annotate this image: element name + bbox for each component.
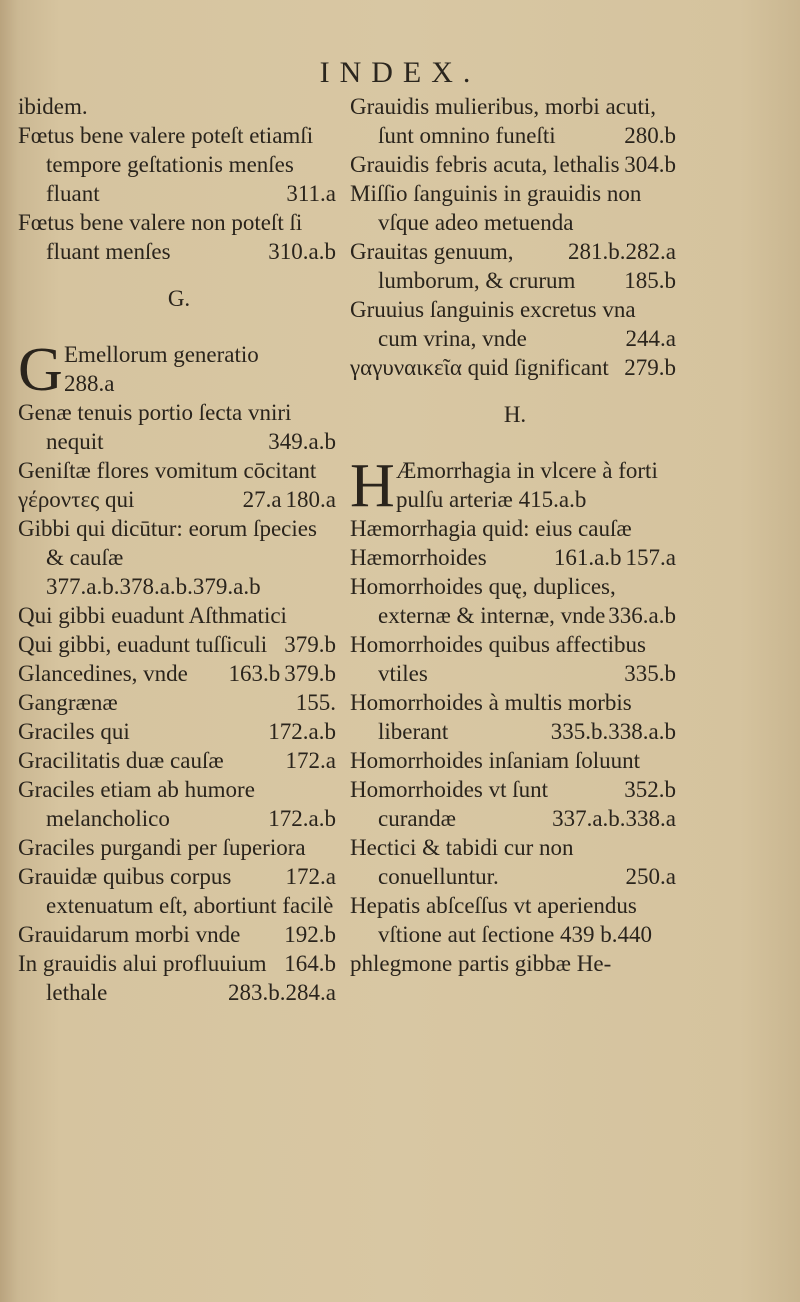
index-entry	[18, 717, 340, 746]
entry-text: Grauidarum morbi vnde	[18, 922, 241, 947]
entry-text: Glancedines, vnde	[18, 661, 188, 686]
entry-page: 250.a	[625, 864, 676, 889]
entry-page: 336.a.b	[608, 603, 676, 628]
entry-text: Emellorum generatio	[64, 342, 259, 367]
entry-text: Graciles purgandi per ſuperiora	[18, 835, 306, 860]
index-entry	[18, 688, 340, 717]
index-entry	[350, 833, 680, 891]
entry-page: 310.a.b	[268, 239, 336, 264]
entry-page: 280.b	[624, 123, 676, 148]
entry-page: 337.a.b.338.a	[552, 806, 676, 831]
entry-page: 244.a	[625, 326, 676, 351]
entry-page: 172.a.b	[268, 806, 336, 831]
index-entry	[18, 485, 340, 514]
entry-text: Hectici & tabidi cur non conuelluntur.	[350, 835, 574, 889]
index-entry	[350, 949, 680, 978]
entry-page: 281.b.282.a	[568, 239, 676, 264]
index-entry	[350, 179, 680, 264]
index-entry	[18, 659, 340, 688]
entry-text: Gruuius ſanguinis excretus vna cum vrina, vnde	[350, 297, 636, 351]
index-entry	[350, 543, 680, 572]
entry-text: γέροντες qui	[18, 487, 135, 512]
index-entry	[18, 398, 340, 456]
index-entry	[350, 353, 680, 382]
entry-page: 335.b	[624, 661, 676, 686]
entry-page: 155.	[295, 690, 336, 715]
entry-page: 180.a	[285, 487, 336, 512]
index-entry	[350, 150, 680, 179]
entry-text: Hepatis abſceſſus vt aperiendus vſtione aut ſectione 439 b.440	[350, 893, 653, 947]
index-entry	[350, 572, 680, 630]
index-entry	[18, 920, 340, 976]
entry-text: Fœtus bene valere poteſt etiamſi tempore geſtationis menſes fluant	[18, 123, 314, 206]
entry-text: Gibbi qui dicūtur: eorum ſpecies & cauſæ 377.a.b.378.a.b.379.a.b	[18, 516, 317, 599]
entry-text: Homorrhoides quibus affectibus vtiles	[350, 632, 646, 686]
entry-page: 27.a	[242, 487, 282, 512]
drop-cap-h: H	[350, 452, 395, 520]
index-entry	[350, 92, 680, 150]
entry-page: 185.b	[624, 268, 676, 293]
section-heading-g: G.	[167, 286, 191, 311]
index-entry	[350, 746, 680, 802]
index-entry	[350, 775, 680, 833]
entry-text: In grauidis alui profluuium lethale	[18, 951, 267, 1005]
left-column	[18, 92, 340, 1007]
entry-text: Homorrhoides inſaniam ſoluunt	[350, 748, 641, 773]
entry-text: Homorrhoides à multis morbis liberant	[350, 690, 632, 744]
entry-text: Grauidis febris acuta, lethalis	[350, 152, 620, 177]
entry-page: 172.a	[285, 748, 336, 773]
entry-page: 335.b.338.a.b	[550, 719, 676, 744]
entry-text: Qui gibbi, euadunt tuſſiculi	[18, 632, 268, 657]
entry-page: 304.b	[624, 152, 676, 177]
entry-text: Graciles etiam ab humore melancholico	[18, 777, 255, 831]
page-header: INDEX.	[319, 56, 481, 89]
entry-text: Graciles qui	[18, 719, 130, 744]
index-entry	[350, 295, 680, 353]
index-entry	[18, 746, 340, 775]
entry-text: Æmorrhagia in vlcere à forti pulſu arteriæ	[396, 458, 658, 512]
index-entry	[18, 833, 340, 889]
entry-text: Miſſio ſanguinis in grauidis non vſque adeo metuenda	[350, 181, 642, 235]
index-entry	[18, 775, 340, 833]
entry-page: 379.b	[284, 632, 336, 657]
entry-page: 352.b	[624, 777, 676, 802]
entry-page: 283.b.284.a	[228, 980, 336, 1005]
index-entry	[18, 92, 340, 121]
entry-text: Geniſtæ flores vomitum cōcitant	[18, 458, 317, 483]
entry-page: 172.a	[285, 864, 336, 889]
entry-page: 349.a.b	[268, 429, 336, 454]
right-column	[350, 92, 680, 978]
entry-page: 311.a	[286, 181, 336, 206]
entry-text: Homorrhoides quę, duplices, externæ & internæ, vnde	[350, 574, 616, 628]
entry-page: 164.b	[284, 951, 336, 976]
entry-text: Qui gibbi euadunt Aſthmatici	[18, 603, 287, 628]
index-entry	[350, 688, 680, 746]
index-entry	[350, 891, 680, 949]
entry-text: Hæmorrhagia quid: eius cauſæ	[350, 516, 632, 541]
entry-page: 379.b	[284, 661, 336, 686]
index-entry	[350, 237, 680, 295]
entry-text: Gangrænæ	[18, 690, 118, 715]
entry-text: Grauidæ quibus corpus extenuatum eſt, abortiunt facilè	[18, 864, 334, 918]
drop-cap-g: G	[18, 336, 63, 404]
entry-text: Gracilitatis duæ cauſæ	[18, 748, 224, 773]
entry-text: Fœtus bene valere non poteſt ſi fluant menſes	[18, 210, 303, 264]
entry-text: γαγυναικεῖα quid ſignificant	[350, 355, 609, 380]
entry-page: 415.a.b	[518, 487, 587, 512]
index-entry	[18, 949, 340, 1007]
entry-text: Grauitas genuum, lumborum, & crurum	[350, 239, 576, 293]
entry-page: 163.b	[228, 661, 281, 686]
entry-page: 192.b	[284, 922, 336, 947]
entry-text: ibidem.	[18, 94, 88, 119]
entry-text: phlegmone partis gibbæ He-	[350, 951, 612, 976]
entry-text: Homorrhoides vt ſunt curandæ	[350, 777, 549, 831]
index-entry-g-first	[18, 336, 340, 404]
entry-page: 288.a	[64, 371, 115, 396]
entry-page: 172.a.b	[268, 719, 336, 744]
entry-text: Hæmorrhoides	[350, 545, 487, 570]
index-entry	[18, 514, 340, 601]
entry-page: 279.b	[624, 355, 676, 380]
entry-text: Grauidis mulieribus, morbi acuti, ſunt omnino funeſti	[350, 94, 656, 148]
index-entry	[350, 630, 680, 688]
entry-text: Genæ tenuis portio ſecta vniri nequit	[18, 400, 292, 454]
index-entry	[18, 121, 340, 208]
index-entry-h-first	[350, 452, 680, 520]
entry-page: 157.a	[625, 545, 676, 570]
index-entry	[18, 208, 340, 266]
section-heading-h: H.	[503, 402, 527, 427]
entry-page: 161.a.b	[553, 545, 622, 570]
